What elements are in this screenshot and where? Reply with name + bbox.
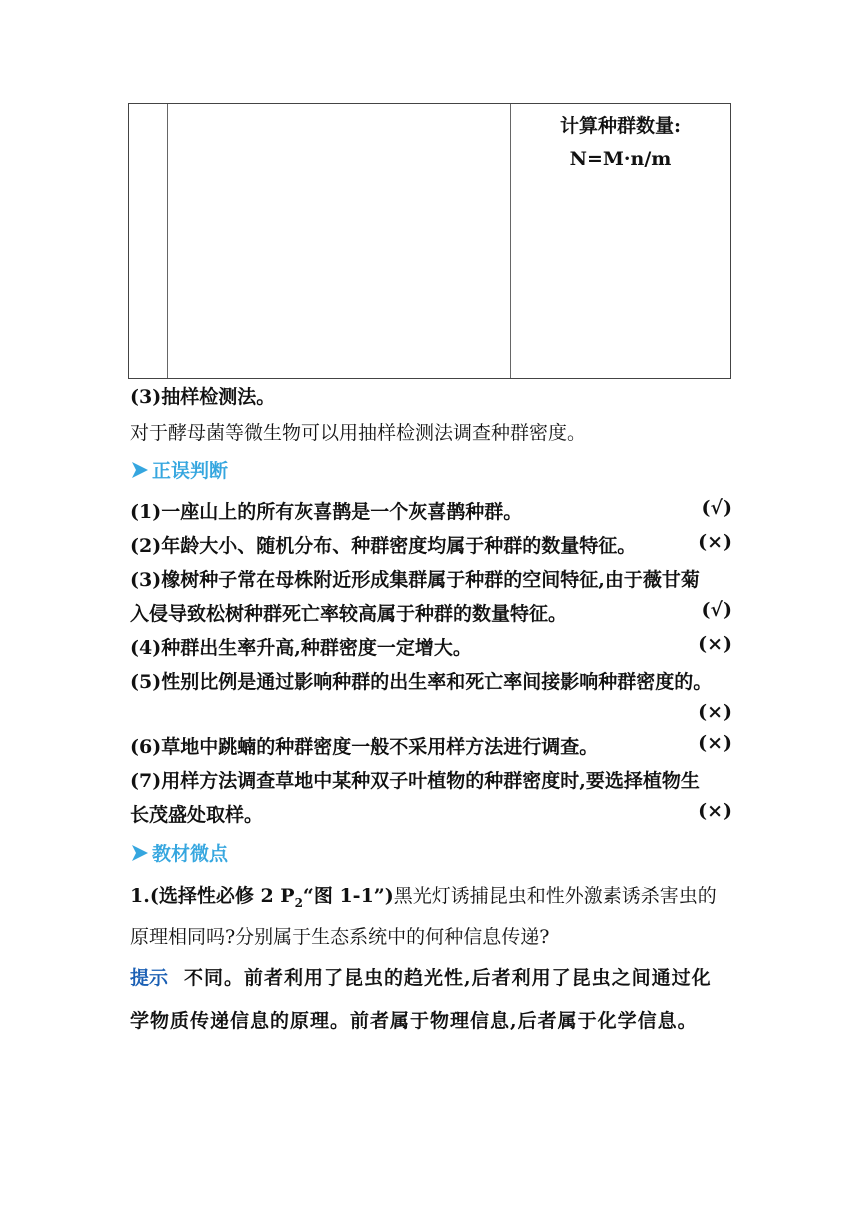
tip-line2: 学物质传递信息的原理。前者属于物理信息,后者属于化学信息。 [130,1010,698,1032]
judgement-mark: (×) [698,732,732,754]
arrow-icon [130,844,150,862]
judgement-item: (2)年龄大小、随机分布、种群密度均属于种群的数量特征。 (×) [130,531,732,557]
section-title: 正误判断 [152,460,229,482]
question-line2: 原理相同吗?分别属于生态系统中的何种信息传递? [130,926,550,948]
judgement-mark: (×) [698,800,732,822]
judgement-item: (3)橡树种子常在母株附近形成集群属于种群的空间特征,由于薇甘菊 [130,569,700,591]
section-title: 教材微点 [152,843,229,865]
judgement-item: (7)用样方法调查草地中某种双子叶植物的种群密度时,要选择植物生 [130,770,700,792]
tip-line1: 提示 不同。前者利用了昆虫的趋光性,后者利用了昆虫之间通过化 [130,967,712,989]
judgement-mark: (×) [698,531,732,553]
formula-title: 计算种群数量: [559,115,681,137]
method3-heading: (3)抽样检测法。 [130,386,276,408]
method3-desc: 对于酵母菌等微生物可以用抽样检测法调查种群密度。 [130,422,587,444]
question-line1: 1.(选择性必修 2 $P_2“$图 1-1”)黑光灯诱捕昆虫和性外激素诱杀害虫的 [130,885,717,910]
tip-label: 提示 [130,967,169,989]
judgement-item-cont: 长茂盛处取样。 (×) [130,800,732,826]
judgement-mark: (√) [701,497,732,519]
judgement-item: (1)一座山上的所有灰喜鹊是一个灰喜鹊种群。 (√) [130,497,732,523]
section-textbook [130,839,228,866]
judgement-item: (6)草地中跳蝻的种群密度一般不采用样方法进行调查。 (×) [130,732,732,758]
judgement-mark: (√) [701,599,732,621]
arrow-icon [130,461,150,479]
formula: N=M·n/m [569,148,672,170]
method-table [128,103,731,379]
judgement-mark: (×) [698,701,732,723]
section-judgement [130,456,228,483]
judgement-item-cont: 入侵导致松树种群死亡率较高属于种群的数量特征。 (√) [130,599,732,625]
table-divider [167,104,168,378]
judgement-item: (5)性别比例是通过影响种群的出生率和死亡率间接影响种群密度的。 [130,671,713,693]
judgement-item: (4)种群出生率升高,种群密度一定增大。 (×) [130,633,732,659]
judgement-mark: (×) [698,633,732,655]
formula-cell [511,110,730,176]
